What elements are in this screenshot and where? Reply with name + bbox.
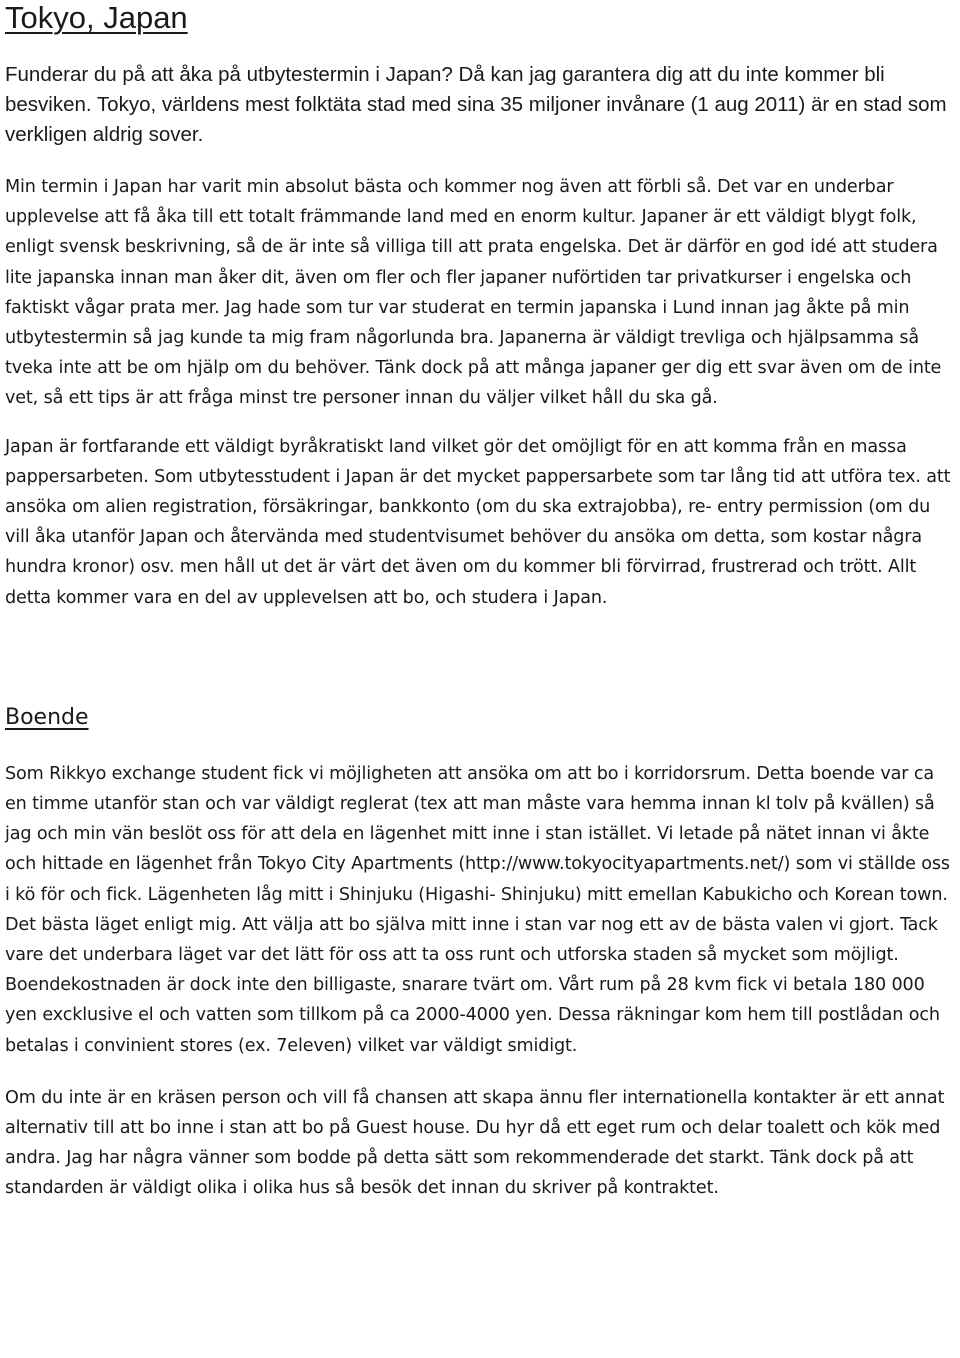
page-title: Tokyo, Japan <box>5 0 188 35</box>
section-heading-boende: Boende <box>5 704 89 730</box>
document-page <box>5 0 953 1204</box>
paragraph-guest-house: Om du inte är en kräsen person och vill få chansen att skapa ännu fler internationella kontakter är ett annat alternativ till att bo inne i stan att bo på Guest house. Du hyr då ett eget rum och delar toalett och kök med andra. Jag har några vänner som bodde på detta sätt som rekommenderade det starkt. Tänk dock på att standarden är väldigt olika i olika hus så besök det innan du skriver på kontraktet. <box>5 1087 945 1199</box>
paragraph-term-experience: Min termin i Japan har varit min absolut bästa och kommer nog även att förbli så. Det var en underbar upplevelse att få åka till ett totalt främmande land med en enorm kultur. Japaner är ett väldigt blygt folk, enligt svensk beskrivning, så de är inte så villiga till att prata engelska. Det är därför en god idé att studera lite japanska innan man åker dit, även om fler och fler japaner nuförtiden tar privatkurser i engelska och faktiskt vågar prata mer. Jag hade som tur var studerat en termin japanska i Lund innan jag åkte på min utbytestermin så jag kunde ta mig fram någorlunda bra. Japanerna är väldigt trevliga och hjälpsamma så tveka inte att be om hjälp om du behöver. Tänk dock på att många japaner ger dig ett svar även om de inte vet, så ett tips är att fråga minst tre personer innan du väljer vilket håll du ska gå. <box>5 177 942 409</box>
paragraph-housing: Som Rikkyo exchange student fick vi möjligheten att ansöka om att bo i korridorsrum. Detta boende var ca en timme utanför stan och var väldigt reglerat (tex att man måste vara hemma innan kl tolv på kvällen) så jag och min vän beslöt oss för att dela en lägenhet mitt inne i stan istället. Vi letade på nätet innan vi åkte och hittade en lägenhet från Tokyo City Apartments (http://www.tokyocityapartments.net/) som vi ställde oss i kö för och fick. Lägenheten låg mitt i Shinjuku (Higashi- Shinjuku) mitt emellan Kabukicho och Korean town. Det bästa läget enligt mig. Att välja att bo själva mitt inne i stan var nog ett av de bästa valen vi gjort. Tack vare det underbara läget var det lätt för oss att ta oss runt och utforska staden så mycket som möjligt. Boendekostnaden är dock inte den billigaste, snarare tvärt om. Vårt rum på 28 kvm fick vi betala 180 000 yen excklusive el och vatten som tillkom på ca 2000-4000 yen. Dessa räkningar kom hem till postlådan och betalas i convinient stores (ex. 7eleven) vilket var väldigt smidigt. <box>5 763 950 1056</box>
paragraph-bureaucracy: Japan är fortfarande ett väldigt byråkratiskt land vilket gör det omöjligt för en att komma från en massa pappersarbeten. Som utbytesstudent i Japan är det mycket pappersarbete som tar lång tid att utföra tex. att ansöka om alien registration, försäkringar, bankkonto (om du ska extrajobba), re- entry permission (om du vill åka utanför Japan och återvända med studentvisumet behöver du ansöka om detta, som kostar några hundra kronor) osv. men håll ut det är värt det även om du kommer bli förvirrad, frustrerad och trött. Allt detta kommer vara en del av upplevelsen att bo, och studera i Japan. <box>5 436 951 608</box>
intro-paragraph: Funderar du på att åka på utbytestermin i Japan? Då kan jag garantera dig att du inte kommer bli besviken. Tokyo, världens mest folktäta stad med sina 35 miljoner invånare (1 aug 2011) är en stad som verkligen aldrig sover. <box>5 63 947 146</box>
